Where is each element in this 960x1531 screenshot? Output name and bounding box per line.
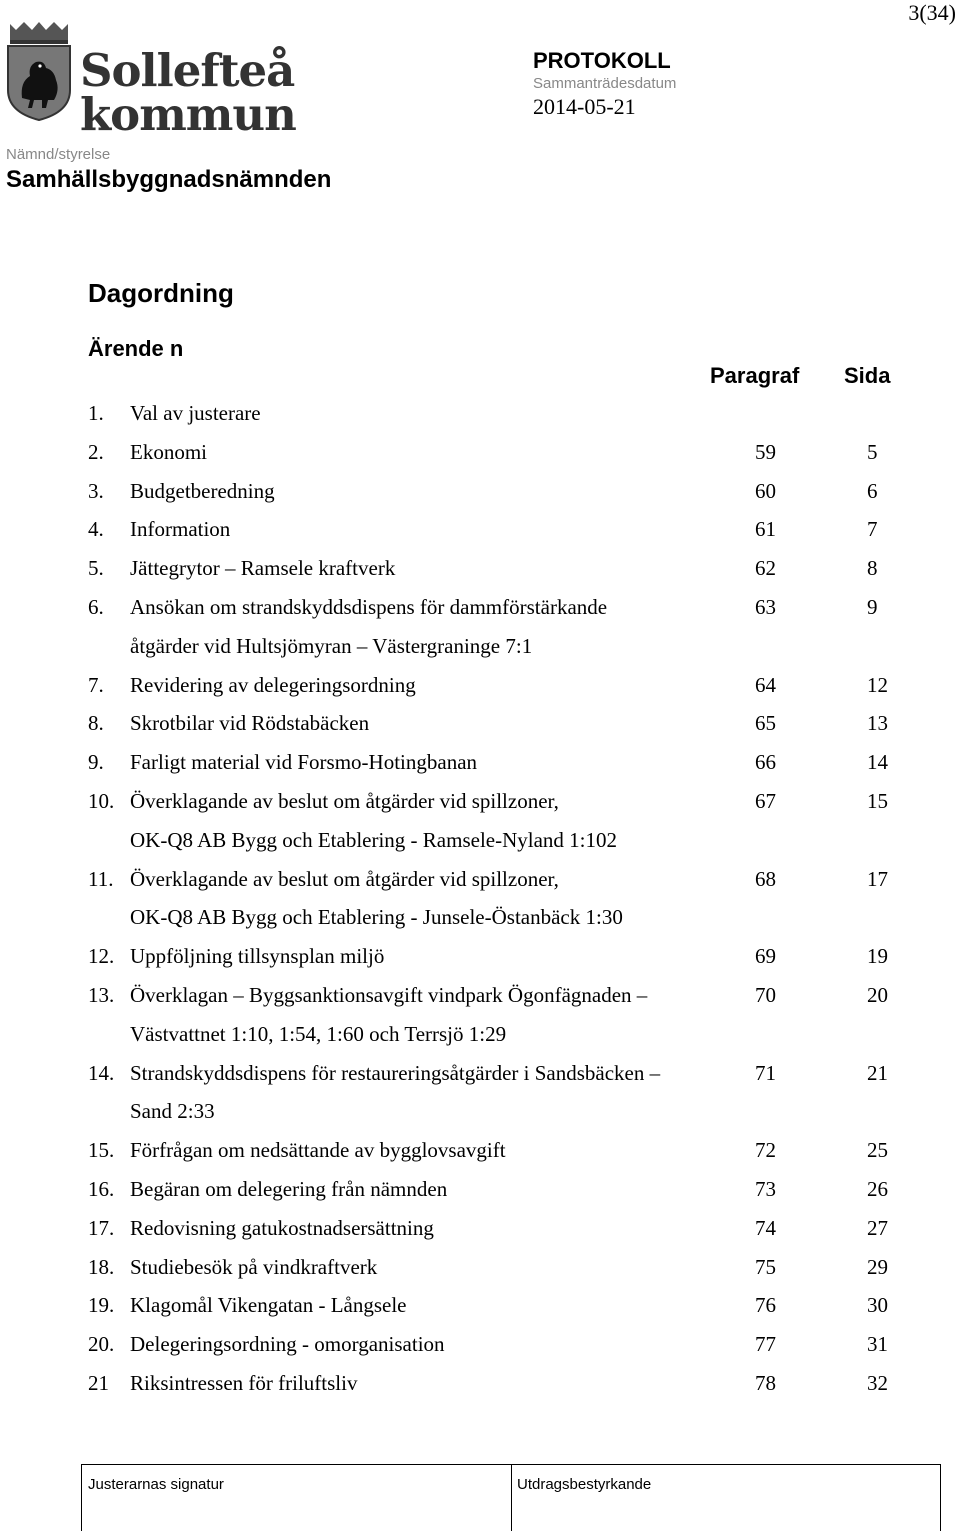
item-number: 7. [88, 672, 104, 697]
item-number: 17. [88, 1215, 115, 1240]
item-paragraf: 61 [755, 517, 776, 542]
signature-box [81, 1464, 941, 1531]
column-header-paragraf: Paragraf [710, 363, 800, 388]
agenda-subtitle: Ärende n [88, 336, 184, 361]
item-page: 7 [867, 517, 878, 542]
agenda-row [88, 743, 908, 782]
item-number: 15. [88, 1138, 115, 1163]
item-number: 21 [88, 1370, 109, 1395]
coat-of-arms-icon [4, 20, 74, 122]
item-number: 8. [88, 711, 104, 736]
agenda-row [88, 1325, 908, 1364]
item-title: Överklagande av beslut om åtgärder vid spillzoner, [130, 788, 559, 813]
item-title: Begäran om delegering från nämnden [130, 1176, 448, 1201]
item-page: 19 [867, 944, 888, 969]
item-page: 26 [867, 1176, 888, 1201]
item-number: 19. [88, 1293, 115, 1318]
item-page: 12 [867, 672, 888, 697]
agenda-row [88, 510, 908, 549]
item-number: 16. [88, 1176, 115, 1201]
item-paragraf: 69 [755, 944, 776, 969]
agenda-row [88, 1364, 908, 1403]
item-title: Skrotbilar vid Rödstabäcken [130, 711, 370, 736]
agenda-row [88, 1286, 908, 1325]
item-title: Förfrågan om nedsättande av bygglovsavgift [130, 1138, 506, 1163]
item-page: 29 [867, 1254, 888, 1279]
item-title: Överklagan – Byggsanktionsavgift vindpark Ögonfägnaden – [130, 982, 648, 1007]
page-number: 3(34) [908, 0, 956, 25]
item-page: 15 [867, 788, 888, 813]
item-title: Klagomål Vikengatan - Långsele [130, 1293, 407, 1318]
item-paragraf: 60 [755, 478, 776, 503]
board-name: Samhällsbyggnadsnämnden [6, 166, 332, 193]
item-title: Uppföljning tillsynsplan miljö [130, 944, 385, 969]
item-page: 13 [867, 711, 888, 736]
agenda-row [88, 937, 908, 976]
item-number: 2. [88, 439, 104, 464]
agenda-row [88, 976, 908, 1015]
item-paragraf: 76 [755, 1293, 776, 1318]
agenda-row [88, 1092, 908, 1131]
agenda-row [88, 821, 908, 860]
item-paragraf: 63 [755, 594, 776, 619]
item-title: Redovisning gatukostnadsersättning [130, 1215, 434, 1240]
agenda-list [88, 394, 908, 1403]
item-number: 18. [88, 1254, 115, 1279]
agenda-row [88, 1015, 908, 1054]
item-paragraf: 59 [755, 439, 776, 464]
item-number: 6. [88, 594, 104, 619]
item-title: Västvattnet 1:10, 1:54, 1:60 och Terrsjö 1:29 [130, 1021, 507, 1046]
logo-text-line1: Sollefteå [80, 44, 295, 97]
item-page: 5 [867, 439, 878, 464]
signature-box-divider [511, 1465, 512, 1531]
item-paragraf: 67 [755, 788, 776, 813]
agenda-row [88, 1209, 908, 1248]
item-title: Budgetberedning [130, 478, 275, 503]
agenda-row [88, 704, 908, 743]
item-page: 25 [867, 1138, 888, 1163]
meeting-date-label: Sammanträdesdatum [533, 75, 677, 92]
item-title: Revidering av delegeringsordning [130, 672, 416, 697]
item-title: Sand 2:33 [130, 1099, 215, 1124]
item-number: 12. [88, 944, 115, 969]
item-paragraf: 75 [755, 1254, 776, 1279]
agenda-row [88, 898, 908, 937]
agenda-row [88, 627, 908, 666]
item-paragraf: 78 [755, 1370, 776, 1395]
agenda-row [88, 860, 908, 899]
item-page: 9 [867, 594, 878, 619]
item-title: Val av justerare [130, 401, 261, 425]
agenda-row [88, 1248, 908, 1287]
item-number: 4. [88, 517, 104, 542]
item-title: Jättegrytor – Ramsele kraftverk [130, 556, 396, 581]
logo-text-line2: kommun [80, 88, 296, 141]
item-title: Överklagande av beslut om åtgärder vid spillzoner, [130, 866, 559, 891]
item-number: 20. [88, 1332, 115, 1357]
item-page: 27 [867, 1215, 888, 1240]
item-title: Delegeringsordning - omorganisation [130, 1332, 445, 1357]
agenda-row [88, 666, 908, 705]
agenda-row [88, 549, 908, 588]
agenda-row [88, 1170, 908, 1209]
item-paragraf: 71 [755, 1060, 776, 1085]
item-page: 20 [867, 982, 888, 1007]
item-title: OK-Q8 AB Bygg och Etablering - Junsele-Östanbäck 1:30 [130, 905, 623, 930]
item-number: 10. [88, 788, 115, 813]
agenda-row [88, 1131, 908, 1170]
agenda-title: Dagordning [88, 278, 234, 308]
item-title: Ekonomi [130, 439, 207, 464]
item-page: 6 [867, 478, 878, 503]
item-title: Information [130, 517, 231, 542]
agenda-row [88, 1054, 908, 1093]
item-page: 21 [867, 1060, 888, 1085]
document-type: PROTOKOLL [533, 48, 671, 73]
item-paragraf: 64 [755, 672, 776, 697]
item-paragraf: 62 [755, 556, 776, 581]
item-page: 8 [867, 556, 878, 581]
item-paragraf: 66 [755, 750, 776, 775]
item-paragraf: 70 [755, 982, 776, 1007]
item-page: 32 [867, 1370, 888, 1395]
item-number: 13. [88, 982, 115, 1007]
agenda-row [88, 394, 908, 433]
item-title: åtgärder vid Hultsjömyran – Västergraninge 7:1 [130, 633, 533, 658]
item-number: 11. [88, 866, 114, 891]
item-page: 31 [867, 1332, 888, 1357]
item-title: Ansökan om strandskyddsdispens för dammförstärkande [130, 594, 608, 619]
board-label: Nämnd/styrelse [6, 146, 111, 163]
item-paragraf: 68 [755, 866, 776, 891]
item-number: 3. [88, 478, 104, 503]
item-paragraf: 72 [755, 1138, 776, 1163]
item-title: OK-Q8 AB Bygg och Etablering - Ramsele-Nyland 1:102 [130, 827, 617, 852]
item-number: 1. [88, 401, 104, 425]
item-title: Studiebesök på vindkraftverk [130, 1254, 378, 1279]
item-page: 17 [867, 866, 888, 891]
agenda-row [88, 588, 908, 627]
agenda-row [88, 472, 908, 511]
item-title: Strandskyddsdispens för restaureringsåtgärder i Sandsbäcken – [130, 1060, 661, 1085]
signature-label: Justerarnas signatur [88, 1476, 224, 1493]
municipality-logo [4, 20, 296, 141]
column-header-sida: Sida [844, 363, 891, 388]
item-paragraf: 74 [755, 1215, 776, 1240]
item-paragraf: 73 [755, 1176, 776, 1201]
extract-certification-label: Utdragsbestyrkande [517, 1476, 652, 1493]
meeting-date: 2014-05-21 [533, 94, 636, 119]
item-number: 5. [88, 556, 104, 581]
item-title: Farligt material vid Forsmo-Hotingbanan [130, 750, 478, 775]
agenda-row [88, 433, 908, 472]
agenda-row [88, 782, 908, 821]
item-number: 9. [88, 750, 104, 775]
item-title: Riksintressen för friluftsliv [130, 1370, 358, 1395]
item-paragraf: 65 [755, 711, 776, 736]
item-page: 30 [867, 1293, 888, 1318]
item-paragraf: 77 [755, 1332, 776, 1357]
item-page: 14 [867, 750, 888, 775]
item-number: 14. [88, 1060, 115, 1085]
